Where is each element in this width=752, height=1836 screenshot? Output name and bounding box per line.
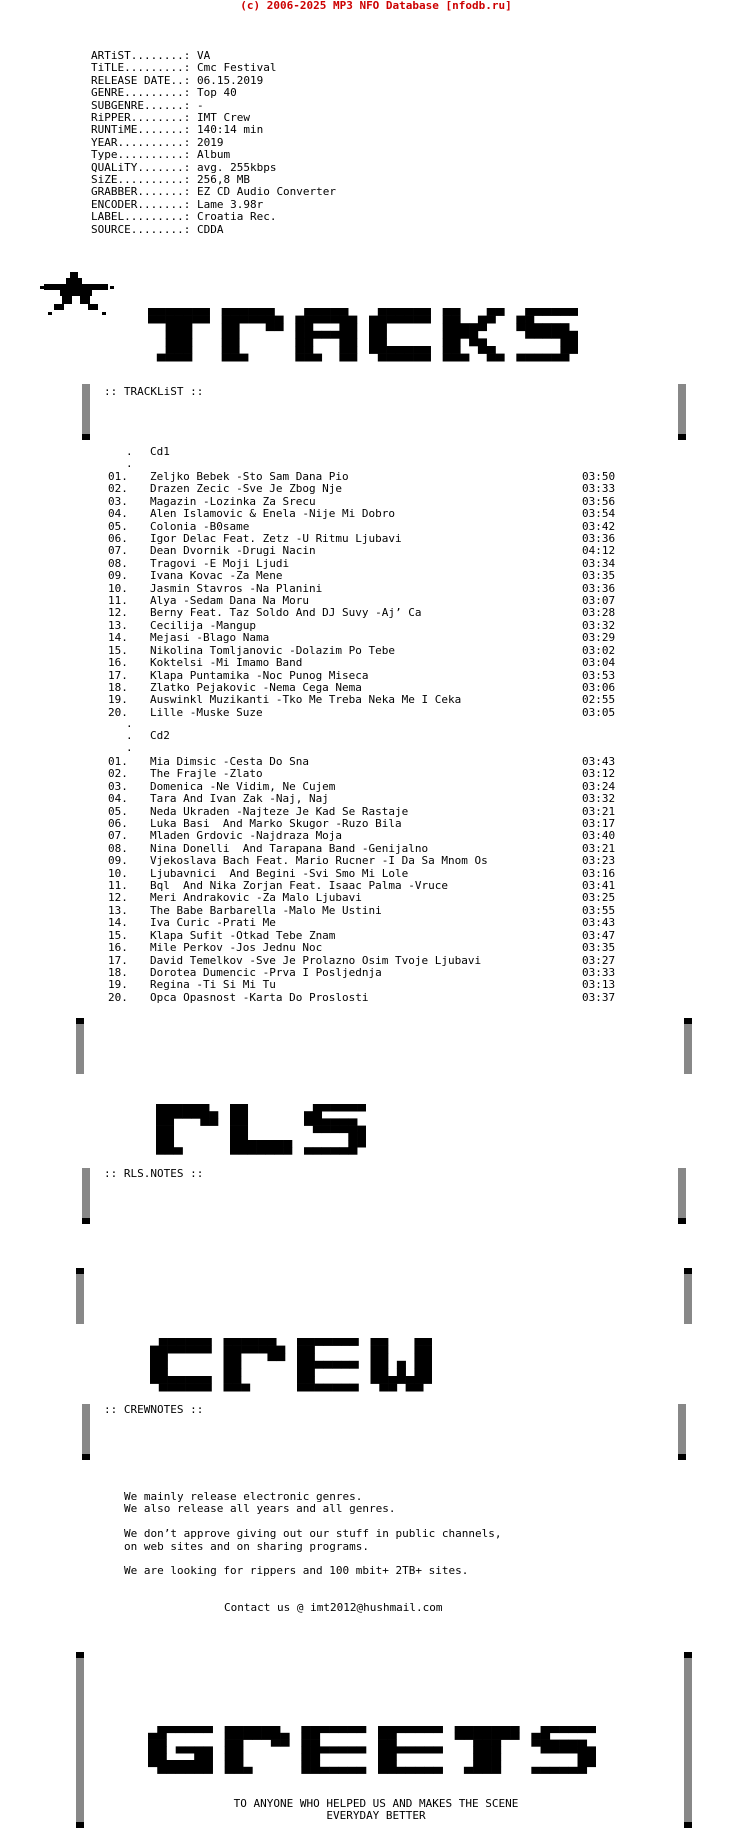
meta-value: IMT Crew: [196, 111, 250, 125]
meta-key: TiTLE.........:: [91, 61, 197, 75]
meta-key: ARTiST........:: [91, 49, 197, 62]
rls-notes-label: :: RLS.NOTES ::: [104, 1167, 204, 1180]
track-row: [108, 793, 615, 805]
track-number: 17.: [108, 953, 128, 967]
rls-bar-left-bottom: [76, 1268, 84, 1324]
cd1-label: Cd1: [150, 445, 170, 458]
track-row: [108, 905, 615, 917]
track-title: Ljubavnici And Begini -Svi Smo Mi Lole: [150, 867, 409, 880]
rls-logo: [156, 1104, 366, 1156]
track-title: Igor Delac Feat. Zetz -U Ritmu Ljubavi: [150, 533, 402, 546]
copyright-header: (c) 2006-2025 MP3 NFO Database [nfodb.ru]: [240, 0, 512, 12]
track-duration: 03:25: [582, 891, 616, 905]
track-title: Berny Feat. Taz Soldo And DJ Suvy -Aj’ Ca: [150, 607, 422, 620]
meta-key: YEAR..........:: [91, 135, 197, 149]
meta-key: RUNTiME.......:: [91, 123, 197, 137]
track-row: [108, 471, 615, 483]
track-title: Mile Perkov -Jos Jednu Noc: [150, 942, 323, 955]
track-title: Regina -Ti Si Mi Tu: [150, 979, 276, 992]
track-row: [108, 632, 615, 644]
track-title: Magazin -Lozinka Za Srecu: [150, 495, 316, 508]
track-row: [108, 806, 615, 818]
cd2-dot1: .: [126, 717, 133, 730]
track-row: [108, 880, 615, 892]
meta-key: LABEL.........:: [91, 210, 197, 224]
track-number: 06.: [108, 532, 128, 546]
meta-value: 06.15.2019: [196, 73, 264, 87]
rls-bar-right-bottom: [684, 1268, 692, 1324]
track-title: Vjekoslava Bach Feat. Mario Rucner -I Da Sa Mnom Os: [150, 855, 488, 868]
track-row: [108, 892, 615, 904]
meta-key: RELEASE DATE..:: [91, 73, 197, 87]
track-number: 08.: [108, 841, 128, 855]
track-row: [108, 682, 615, 694]
greets-line-1: TO ANYONE WHO HELPED US AND MAKES THE SCENE: [233, 1797, 519, 1810]
track-duration: 03:05: [582, 705, 616, 719]
track-title: Lille -Muske Suze: [150, 706, 263, 719]
meta-value: Cmc Festival: [196, 61, 277, 75]
cd2-dot3: .: [126, 741, 133, 754]
track-duration: 02:55: [582, 693, 616, 707]
track-row: [108, 558, 615, 570]
track-duration: 03:43: [582, 755, 616, 768]
meta-value: VA: [196, 49, 211, 62]
track-title: Colonia -B0same: [150, 520, 250, 533]
track-row: [108, 855, 615, 867]
track-number: 09.: [108, 854, 128, 868]
track-row: [108, 843, 615, 855]
track-duration: 03:36: [582, 532, 616, 546]
track-duration: 03:06: [582, 680, 616, 694]
cd2-label: Cd2: [150, 729, 170, 742]
crew-notes-text: [124, 1491, 502, 1578]
track-number: 10.: [108, 866, 128, 880]
track-row: [108, 570, 615, 582]
track-row: [108, 483, 615, 495]
meta-value: Lame 3.98r: [196, 197, 264, 211]
track-title: Ivana Kovac -Za Mene: [150, 570, 283, 583]
meta-key: Type..........:: [91, 148, 197, 162]
track-title: Zlatko Pejakovic -Nema Cega Nema: [150, 681, 362, 694]
track-number: 06.: [108, 817, 128, 831]
track-row: [108, 992, 615, 1004]
track-number: 04.: [108, 507, 128, 521]
track-duration: 03:07: [582, 594, 616, 608]
track-title: Zeljko Bebek -Sto Sam Dana Pio: [150, 471, 349, 483]
track-duration: 03:34: [582, 556, 616, 570]
track-title: Cecilija -Mangup: [150, 619, 256, 632]
crew-note-line: We are looking for rippers and 100 mbit+ 2TB+ sites.: [124, 1564, 469, 1578]
track-title: Alya -Sedam Dana Na Moru: [150, 595, 309, 608]
track-number: 01.: [108, 755, 128, 768]
track-duration: 03:35: [582, 569, 616, 583]
track-duration: 03:04: [582, 656, 616, 670]
track-number: 03.: [108, 494, 128, 508]
frame-bar-left-bottom: [76, 1018, 84, 1074]
track-row: [108, 657, 615, 669]
track-duration: 03:28: [582, 606, 616, 620]
rls-bar-left: [82, 1168, 90, 1224]
track-row: [108, 818, 615, 830]
crew-note-line: We don’t approve giving out our stuff in public channels,: [124, 1527, 502, 1541]
track-title: David Temelkov -Sve Je Prolazno Osim Tvoje Ljubavi: [150, 954, 482, 967]
greets-logo: [148, 1726, 596, 1776]
track-title: Mejasi -Blago Nama: [150, 632, 270, 645]
cd2-track-list: [108, 756, 615, 1004]
track-number: 07.: [108, 829, 128, 843]
track-title: Iva Curic -Prati Me: [150, 917, 276, 930]
track-row: [108, 830, 615, 842]
track-duration: 03:24: [582, 779, 616, 793]
track-duration: 03:43: [582, 916, 616, 930]
frame-bar-right-bottom: [684, 1018, 692, 1074]
track-number: 16.: [108, 656, 128, 670]
track-row: [108, 620, 615, 632]
tracklist-label: :: TRACKLiST ::: [104, 385, 204, 398]
track-title: The Babe Barbarella -Malo Me Ustini: [150, 904, 382, 917]
cd1-track-list: [108, 471, 615, 719]
track-duration: 03:13: [582, 978, 616, 992]
track-duration: 03:35: [582, 941, 616, 955]
track-duration: 03:12: [582, 767, 616, 781]
track-title: Dorotea Dumencic -Prva I Posljednja: [150, 966, 382, 979]
frame-bar-right: [678, 384, 686, 440]
track-row: [108, 768, 615, 780]
track-number: 15.: [108, 928, 128, 942]
track-number: 05.: [108, 519, 128, 533]
track-duration: 03:36: [582, 581, 616, 595]
contact-line: Contact us @ imt2012@hushmail.com: [224, 1601, 443, 1614]
track-row: [108, 979, 615, 991]
track-number: 10.: [108, 581, 128, 595]
track-duration: 03:41: [582, 879, 616, 893]
crew-bar-left: [82, 1404, 90, 1460]
track-row: [108, 917, 615, 929]
track-number: 03.: [108, 779, 128, 793]
track-title: Mia Dimsic -Cesta Do Sna: [150, 756, 309, 768]
track-number: 14.: [108, 631, 128, 645]
meta-value: 140:14 min: [196, 123, 264, 137]
track-title: Alen Islamovic & Enela -Nije Mi Dobro: [150, 508, 396, 521]
track-number: 02.: [108, 767, 128, 781]
track-number: 16.: [108, 941, 128, 955]
track-title: Meri Andrakovic -Za Malo Ljubavi: [150, 892, 362, 905]
track-duration: 03:33: [582, 482, 616, 496]
meta-row: [91, 224, 336, 236]
track-row: [108, 955, 615, 967]
meta-key: SiZE..........:: [91, 173, 197, 187]
track-duration: 03:21: [582, 841, 616, 855]
star-icon: [40, 270, 116, 322]
meta-value: avg. 255kbps: [196, 160, 277, 174]
track-number: 15.: [108, 643, 128, 657]
track-number: 18.: [108, 680, 128, 694]
track-number: 02.: [108, 482, 128, 496]
track-duration: 03:29: [582, 631, 616, 645]
meta-key: SOURCE........:: [91, 222, 197, 236]
track-title: Koktelsi -Mi Imamo Band: [150, 657, 303, 670]
meta-key: GENRE.........:: [91, 86, 197, 100]
track-number: 12.: [108, 891, 128, 905]
track-duration: 04:12: [582, 544, 616, 558]
track-row: [108, 694, 615, 706]
crew-note-line: on web sites and on sharing programs.: [124, 1539, 370, 1553]
track-number: 18.: [108, 965, 128, 979]
track-duration: 03:50: [582, 470, 616, 483]
cd1-dot2: .: [126, 457, 133, 470]
track-duration: 03:53: [582, 668, 616, 682]
track-title: Dean Dvornik -Drugi Nacin: [150, 545, 316, 558]
tracks-logo: [148, 308, 578, 364]
crew-note-line: We also release all years and all genres.: [124, 1502, 396, 1516]
meta-value: 2019: [196, 135, 224, 149]
track-title: Jasmin Stavros -Na Planini: [150, 582, 323, 595]
track-number: 13.: [108, 618, 128, 632]
track-row: [108, 942, 615, 954]
track-row: [108, 645, 615, 657]
track-title: Drazen Zecic -Sve Je Zbog Nje: [150, 483, 343, 496]
track-number: 20.: [108, 705, 128, 719]
track-title: Klapa Puntamika -Noc Punog Miseca: [150, 669, 369, 682]
track-number: 13.: [108, 903, 128, 917]
track-title: Mladen Grdovic -Najdraza Moja: [150, 830, 343, 843]
track-number: 01.: [108, 470, 128, 483]
track-row: [108, 496, 615, 508]
track-duration: 03:02: [582, 643, 616, 657]
crew-notes-label: :: CREWNOTES ::: [104, 1403, 204, 1416]
track-title: Opca Opasnost -Karta Do Proslosti: [150, 991, 369, 1004]
track-duration: 03:32: [582, 618, 616, 632]
meta-value: EZ CD Audio Converter: [196, 185, 337, 199]
track-title: Neda Ukraden -Najteze Je Kad Se Rastaje: [150, 805, 409, 818]
crew-logo: [150, 1338, 432, 1394]
crew-note-line: We mainly release electronic genres.: [124, 1490, 363, 1503]
rls-bar-right: [678, 1168, 686, 1224]
greets-line-2: EVERYDAY BETTER: [326, 1809, 426, 1822]
track-title: Tragovi -E Moji Ljudi: [150, 557, 290, 570]
track-duration: 03:17: [582, 817, 616, 831]
track-row: [108, 967, 615, 979]
track-duration: 03:32: [582, 792, 616, 806]
track-row: [108, 670, 615, 682]
track-duration: 03:47: [582, 928, 616, 942]
meta-key: QUALiTY.......:: [91, 160, 197, 174]
track-row: [108, 930, 615, 942]
track-number: 20.: [108, 990, 128, 1004]
track-number: 11.: [108, 879, 128, 893]
track-duration: 03:37: [582, 990, 616, 1004]
track-number: 19.: [108, 978, 128, 992]
track-duration: 03:27: [582, 953, 616, 967]
track-title: Nina Donelli And Tarapana Band -Genijalno: [150, 842, 429, 855]
meta-key: SUBGENRE......:: [91, 98, 197, 112]
meta-value: CDDA: [196, 222, 224, 236]
track-duration: 03:16: [582, 866, 616, 880]
track-number: 19.: [108, 693, 128, 707]
track-row: [108, 595, 615, 607]
track-title: Luka Basi And Marko Skugor -Ruzo Bila: [150, 818, 402, 831]
track-title: Auswinkl Muzikanti -Tko Me Treba Neka Me I Ceka: [150, 694, 462, 707]
track-title: Tara And Ivan Zak -Naj, Naj: [150, 793, 329, 806]
meta-value: Croatia Rec.: [196, 210, 277, 224]
track-number: 07.: [108, 544, 128, 558]
crew-bar-right: [678, 1404, 686, 1460]
track-row: [108, 533, 615, 545]
track-duration: 03:56: [582, 494, 616, 508]
meta-value: -: [196, 98, 204, 112]
track-number: 05.: [108, 804, 128, 818]
frame-bar-left: [82, 384, 90, 440]
meta-key: GRABBER.......:: [91, 185, 197, 199]
meta-value: 256,8 MB: [196, 173, 250, 187]
track-title: Klapa Sufit -Otkad Tebe Znam: [150, 929, 336, 942]
track-duration: 03:40: [582, 829, 616, 843]
track-number: 17.: [108, 668, 128, 682]
track-duration: 03:55: [582, 903, 616, 917]
meta-value: Top 40: [196, 86, 237, 100]
track-row: [108, 781, 615, 793]
cd1-label-dot: .: [126, 445, 133, 458]
meta-value: Album: [196, 148, 231, 162]
track-title: The Frajle -Zlato: [150, 768, 263, 781]
track-number: 04.: [108, 792, 128, 806]
track-number: 11.: [108, 594, 128, 608]
track-row: [108, 583, 615, 595]
track-number: 14.: [108, 916, 128, 930]
track-title: Domenica -Ne Vidim, Ne Cujem: [150, 780, 336, 793]
track-duration: 03:23: [582, 854, 616, 868]
track-duration: 03:21: [582, 804, 616, 818]
track-title: Bql And Nika Zorjan Feat. Isaac Palma -Vruce: [150, 880, 449, 893]
track-duration: 03:33: [582, 965, 616, 979]
meta-key: RiPPER........:: [91, 111, 197, 125]
track-number: 08.: [108, 556, 128, 570]
track-title: Nikolina Tomljanovic -Dolazim Po Tebe: [150, 644, 396, 657]
release-info: [91, 50, 336, 236]
meta-key: ENCODER.......:: [91, 197, 197, 211]
track-duration: 03:42: [582, 519, 616, 533]
track-row: [108, 707, 615, 719]
track-duration: 03:54: [582, 507, 616, 521]
track-row: [108, 756, 615, 768]
track-row: [108, 868, 615, 880]
track-row: [108, 545, 615, 557]
track-row: [108, 607, 615, 619]
cd2-label-dot: .: [126, 729, 133, 742]
track-row: [108, 508, 615, 520]
track-number: 12.: [108, 606, 128, 620]
track-number: 09.: [108, 569, 128, 583]
track-row: [108, 521, 615, 533]
